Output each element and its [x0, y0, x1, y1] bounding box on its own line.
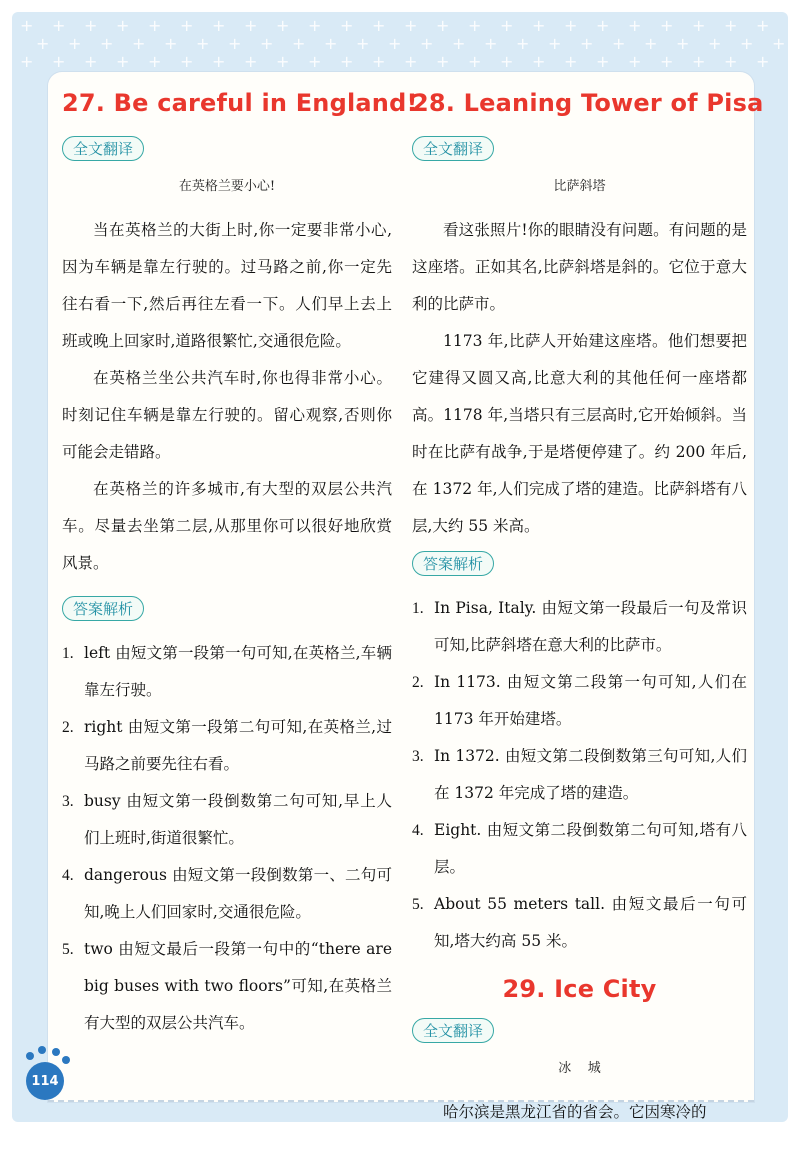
plus-decoration-icon: +: [596, 16, 610, 35]
plus-decoration-icon: +: [420, 34, 434, 53]
section-title-28: 28. Leaning Tower of Pisa: [412, 89, 764, 117]
plus-decoration-icon: +: [580, 34, 594, 53]
answer-tag: 答案解析: [62, 596, 144, 621]
plus-decoration-icon: +: [532, 52, 546, 71]
plus-decoration-icon: +: [564, 16, 578, 35]
plus-decoration-icon: +: [180, 52, 194, 71]
plus-decoration-icon: +: [708, 34, 722, 53]
answer-number: 4.: [412, 822, 424, 839]
answer-item: [412, 886, 747, 960]
answer-number: 1.: [62, 645, 74, 662]
plus-decoration-icon: +: [340, 52, 354, 71]
plus-decoration-icon: +: [756, 16, 770, 35]
answer-item: [62, 931, 392, 1042]
answer-text: dangerous 由短文第一段倒数第一、二句可知,晚上人们回家时,交通很危险。: [84, 866, 392, 921]
plus-decoration-icon: +: [404, 16, 418, 35]
plus-decoration-icon: +: [36, 34, 50, 53]
plus-decoration-icon: +: [148, 16, 162, 35]
plus-decoration-icon: +: [436, 52, 450, 71]
translation-title: 在英格兰要小心!: [178, 179, 276, 194]
paw-dot-icon: [38, 1046, 46, 1054]
answer-number: 1.: [412, 600, 424, 617]
paw-dot-icon: [52, 1048, 60, 1056]
translation-tag: 全文翻译: [412, 1018, 494, 1043]
plus-decoration-icon: +: [324, 34, 338, 53]
answer-text: right 由短文第一段第二句可知,在英格兰,过马路之前要先往右看。: [84, 718, 392, 773]
plus-decoration-icon: +: [308, 52, 322, 71]
section-title-27: 27. Be careful in England!: [62, 89, 418, 117]
section-title-29: 29. Ice City: [502, 975, 657, 1003]
plus-decoration-icon: +: [52, 52, 66, 71]
plus-decoration-icon: +: [100, 34, 114, 53]
plus-decoration-icon: +: [772, 34, 786, 53]
plus-decoration-icon: +: [644, 34, 658, 53]
plus-decoration-icon: +: [148, 52, 162, 71]
answer-item: [62, 709, 392, 783]
right-column: [412, 88, 764, 1131]
plus-decoration-icon: +: [436, 16, 450, 35]
plus-decoration-icon: +: [676, 34, 690, 53]
plus-decoration-icon: +: [356, 34, 370, 53]
plus-decoration-icon: +: [724, 16, 738, 35]
answer-item: [62, 783, 392, 857]
paragraph: 1173 年,比萨人开始建这座塔。他们想要把它建得又圆又高,比意大利的其他任何一座塔都高。1178 年,当塔只有三层高时,它开始倾斜。当时在比萨有战争,于是塔便停建了。约 200 年后,在 1372 年,人们完成了塔的建造。比萨斜塔有八层,大约 55 米高。: [412, 332, 747, 535]
plus-decoration-icon: +: [292, 34, 306, 53]
plus-decoration-icon: +: [244, 16, 258, 35]
answer-item: [412, 738, 747, 812]
plus-decoration-icon: +: [532, 16, 546, 35]
plus-decoration-icon: +: [308, 16, 322, 35]
translation-tag: 全文翻译: [412, 136, 494, 161]
answer-tag: 答案解析: [412, 551, 494, 576]
answer-text: two 由短文最后一段第一句中的“there are big buses with two floors”可知,在英格兰有大型的双层公共汽车。: [84, 940, 392, 1032]
plus-decoration-icon: +: [468, 52, 482, 71]
plus-decoration-icon: +: [228, 34, 242, 53]
answer-text: Eight. 由短文第二段倒数第二句可知,塔有八层。: [434, 821, 747, 876]
answer-text: In Pisa, Italy. 由短文第一段最后一句及常识可知,比萨斜塔在意大利的比萨市。: [434, 599, 747, 654]
plus-decoration-icon: +: [516, 34, 530, 53]
answer-list: [412, 590, 747, 960]
plus-decoration-icon: +: [628, 52, 642, 71]
plus-decoration-icon: +: [372, 52, 386, 71]
page-number: 114: [26, 1062, 64, 1100]
plus-decoration-icon: +: [660, 16, 674, 35]
paragraph: 当在英格兰的大街上时,你一定要非常小心,因为车辆是靠左行驶的。过马路之前,你一定先往右看一下,然后再往左看一下。人们早上去上班或晚上回家时,道路很繁忙,交通很危险。: [62, 221, 392, 350]
plus-decoration-icon: +: [84, 16, 98, 35]
plus-decoration-icon: +: [724, 52, 738, 71]
plus-decoration-icon: +: [196, 34, 210, 53]
plus-decoration-icon: +: [468, 16, 482, 35]
plus-decoration-icon: +: [564, 52, 578, 71]
answer-text: left 由短文第一段第一句可知,在英格兰,车辆靠左行驶。: [84, 644, 392, 699]
plus-decoration-icon: +: [276, 16, 290, 35]
plus-decoration-icon: +: [612, 34, 626, 53]
answer-list: [62, 635, 392, 1042]
answer-number: 5.: [62, 941, 74, 958]
plus-decoration-icon: +: [132, 34, 146, 53]
answer-item: [412, 812, 747, 886]
plus-decoration-icon: +: [372, 16, 386, 35]
plus-decoration-icon: +: [340, 16, 354, 35]
answer-item: [62, 635, 392, 709]
translation-title: 比萨斜塔: [553, 179, 606, 194]
plus-decoration-icon: +: [388, 34, 402, 53]
top-decoration: [12, 12, 788, 72]
plus-decoration-icon: +: [692, 52, 706, 71]
answer-number: 5.: [412, 896, 424, 913]
answer-number: 3.: [412, 748, 424, 765]
plus-decoration-icon: +: [52, 16, 66, 35]
answer-number: 2.: [62, 719, 74, 736]
plus-decoration-icon: +: [692, 16, 706, 35]
plus-decoration-icon: +: [660, 52, 674, 71]
translation-tag: 全文翻译: [62, 136, 144, 161]
paragraph: 看这张照片!你的眼睛没有问题。有问题的是这座塔。正如其名,比萨斜塔是斜的。它位于意大利的比萨市。: [412, 221, 747, 313]
plus-decoration-icon: +: [452, 34, 466, 53]
answer-text: About 55 meters tall. 由短文最后一句可知,塔大约高 55 米。: [434, 895, 747, 950]
answer-number: 2.: [412, 674, 424, 691]
plus-decoration-icon: +: [276, 52, 290, 71]
plus-decoration-icon: +: [116, 52, 130, 71]
answer-item: [412, 664, 747, 738]
translation-title: 冰 城: [558, 1061, 601, 1076]
paw-dot-icon: [26, 1052, 34, 1060]
answer-number: 4.: [62, 867, 74, 884]
plus-decoration-icon: +: [20, 52, 34, 71]
plus-decoration-icon: +: [500, 16, 514, 35]
plus-decoration-icon: +: [260, 34, 274, 53]
left-column: [62, 88, 418, 1042]
plus-decoration-icon: +: [404, 52, 418, 71]
paragraph: 哈尔滨是黑龙江省的省会。它因寒冷的: [443, 1103, 707, 1121]
plus-decoration-icon: +: [212, 16, 226, 35]
answer-text: In 1372. 由短文第二段倒数第三句可知,人们在 1372 年完成了塔的建造。: [434, 747, 747, 802]
answer-item: [412, 590, 747, 664]
plus-decoration-icon: +: [68, 34, 82, 53]
plus-decoration-icon: +: [628, 16, 642, 35]
plus-decoration-icon: +: [740, 34, 754, 53]
plus-decoration-icon: +: [244, 52, 258, 71]
answer-number: 3.: [62, 793, 74, 810]
paragraph: 在英格兰坐公共汽车时,你也得非常小心。时刻记住车辆是靠左行驶的。留心观察,否则你可能会走错路。: [62, 369, 392, 461]
plus-decoration-icon: +: [548, 34, 562, 53]
answer-item: [62, 857, 392, 931]
answer-text: In 1173. 由短文第二段第一句可知,人们在 1173 年开始建塔。: [434, 673, 747, 728]
plus-decoration-icon: +: [164, 34, 178, 53]
plus-decoration-icon: +: [116, 16, 130, 35]
plus-decoration-icon: +: [596, 52, 610, 71]
plus-decoration-icon: +: [180, 16, 194, 35]
paw-dot-icon: [62, 1056, 70, 1064]
plus-decoration-icon: +: [484, 34, 498, 53]
plus-decoration-icon: +: [756, 52, 770, 71]
paragraph: 在英格兰的许多城市,有大型的双层公共汽车。尽量去坐第二层,从那里你可以很好地欣赏风景。: [62, 480, 392, 572]
plus-decoration-icon: +: [84, 52, 98, 71]
plus-decoration-icon: +: [500, 52, 514, 71]
answer-text: busy 由短文第一段倒数第二句可知,早上人们上班时,街道很繁忙。: [84, 792, 392, 847]
plus-decoration-icon: +: [20, 16, 34, 35]
plus-decoration-icon: +: [212, 52, 226, 71]
